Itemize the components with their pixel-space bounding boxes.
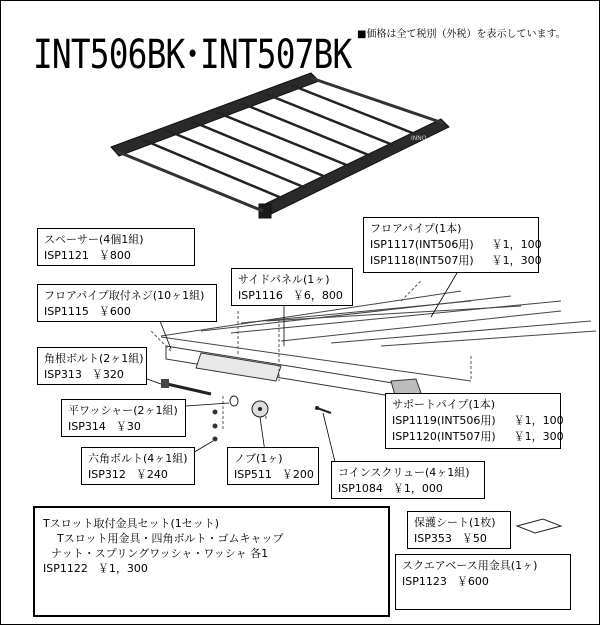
label-support-pipe — [385, 393, 564, 449]
part-price: ￥1，300 — [513, 430, 564, 443]
part-code: ISP511 — [234, 468, 272, 481]
knob-part — [252, 401, 268, 417]
part-name: フロアパイプ取付ネジ(10ヶ1組) — [44, 289, 205, 302]
label-square-base — [395, 554, 571, 610]
part-code: ISP313 — [44, 368, 82, 381]
part-price: ￥1，300 — [491, 254, 542, 267]
part-name: 平ワッシャー(2ヶ1組) — [68, 404, 178, 417]
part-code: ISP1117(INT506用) — [370, 238, 474, 251]
part-name: スクエアベース用金具(1ヶ) — [402, 559, 538, 572]
part-code: ISP1115 — [44, 305, 89, 318]
part-name: ノブ(1ヶ) — [234, 452, 283, 465]
part-name: Tスロット取付金具セット(1セット) — [43, 517, 220, 530]
part-code: ISP312 — [88, 468, 126, 481]
square-bolt-part — [161, 379, 211, 394]
part-price: ￥240 — [135, 468, 168, 481]
label-coin-screw — [331, 461, 485, 499]
part-price: ￥1，000 — [392, 482, 443, 495]
part-code: ISP1084 — [338, 482, 383, 495]
brand-logo: INNO — [411, 135, 427, 142]
flat-washer-part — [230, 396, 238, 406]
part-code: ISP353 — [414, 532, 452, 545]
part-price: ￥50 — [461, 532, 487, 545]
part-code: ISP1121 — [44, 249, 89, 262]
label-hex-bolt — [81, 447, 195, 485]
label-t-slot-set — [33, 506, 390, 617]
part-code: ISP1122 — [43, 562, 88, 575]
label-floor-pipe — [363, 217, 542, 273]
part-name: サポートパイプ(1本) — [392, 398, 496, 411]
part-code: ISP1120(INT507用) — [392, 430, 496, 443]
part-name: スペーサー(4個1組) — [44, 233, 144, 246]
part-code: ISP314 — [68, 420, 106, 433]
part-price: ￥800 — [98, 249, 131, 262]
part-price: ￥1，100 — [513, 414, 564, 427]
part-price: ￥200 — [281, 468, 314, 481]
part-code: ISP1116 — [238, 289, 283, 302]
coin-screw-part — [315, 406, 331, 413]
part-price: ￥6，800 — [292, 289, 343, 302]
part-name: フロアパイプ(1本) — [370, 222, 462, 235]
part-code: ISP1118(INT507用) — [370, 254, 474, 267]
part-contents-line2: ナット・スプリングワッシャ・ワッシャ 各1 — [51, 547, 269, 560]
label-square-bolt — [37, 347, 147, 385]
part-price: ￥1，100 — [491, 238, 542, 251]
part-code: ISP1123 — [402, 575, 447, 588]
part-price: ￥30 — [115, 420, 141, 433]
part-price: ￥320 — [91, 368, 124, 381]
part-name: サイドパネル(1ヶ) — [238, 273, 330, 286]
part-price: ￥600 — [456, 575, 489, 588]
part-name: 保護シート(1枚) — [414, 516, 496, 529]
label-protect-sheet — [407, 511, 511, 549]
label-flat-washer — [61, 399, 186, 437]
label-side-panel — [231, 268, 353, 306]
part-price: ￥1，300 — [97, 562, 148, 575]
label-spacer — [37, 228, 195, 266]
part-code: ISP1119(INT506用) — [392, 414, 496, 427]
part-name: コインスクリュー(4ヶ1組) — [338, 466, 470, 479]
protect-sheet-part — [517, 519, 561, 533]
part-name: 角根ボルト(2ヶ1組) — [44, 352, 144, 365]
page-title: INT506BK･INT507BK — [33, 32, 352, 78]
part-contents-line1: Tスロット用金具・四角ボルト・ゴムキャップ — [57, 532, 284, 545]
part-name: 六角ボルト(4ヶ1組) — [88, 452, 188, 465]
part-price: ￥600 — [98, 305, 131, 318]
price-note: ■価格は全て税別（外税）を表示しています。 — [357, 29, 566, 40]
label-floor-pipe-screw — [37, 284, 217, 322]
roof-rack-illustration — [111, 73, 449, 218]
label-knob — [227, 447, 319, 485]
hex-bolt-part — [213, 410, 218, 442]
